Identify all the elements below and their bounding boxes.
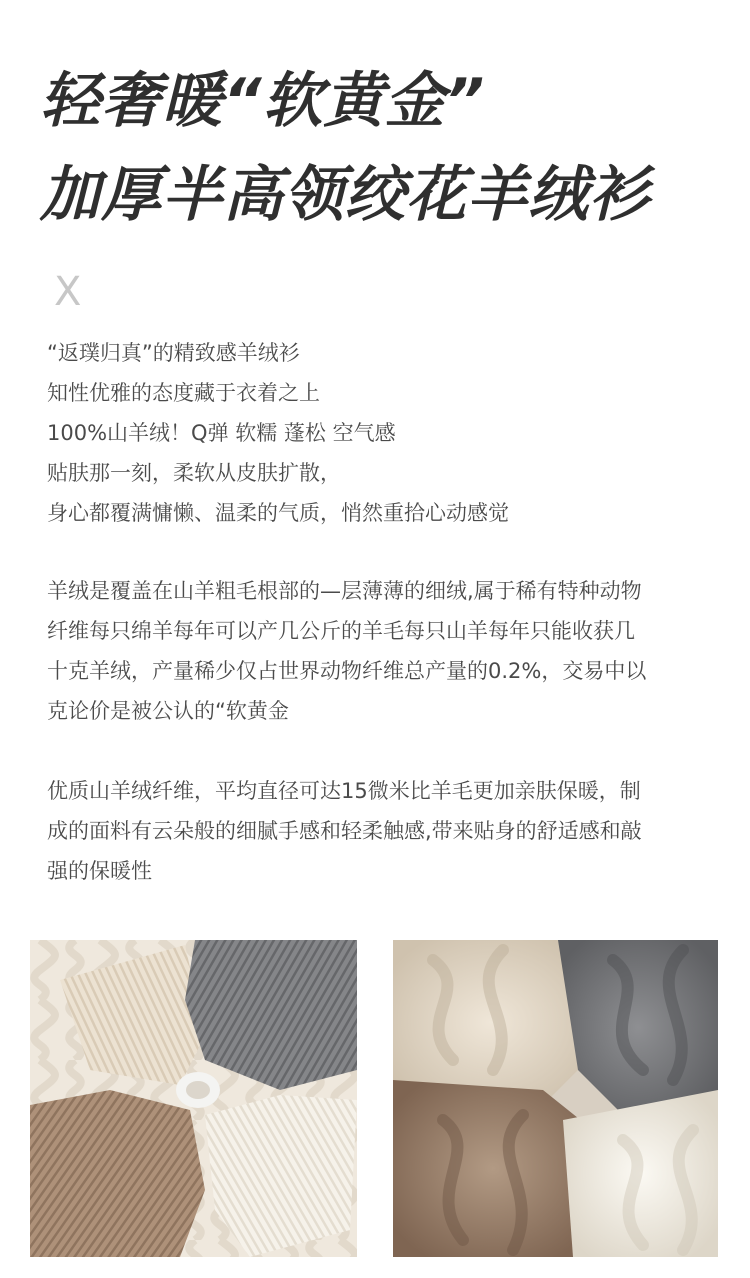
paragraph-line: 成的面料有云朵般的细腻手感和轻柔触感,带来贴身的舒适感和敲 [47, 819, 642, 843]
paragraph-line: 纤维每只绵羊每年可以产几公斤的羊毛每只山羊每年只能收获几 [47, 619, 635, 643]
paragraph-line: 克论价是被公认的“软黄金 [47, 699, 289, 723]
fiber-quality-paragraph [47, 771, 712, 891]
intro-line: 知性优雅的态度藏于衣着之上 [47, 381, 320, 405]
intro-paragraph [47, 333, 712, 533]
headline-line-2: 加厚半高领绞花羊绒衫 [40, 160, 650, 230]
intro-line: 100%山羊绒！Q弹 软糯 蓬松 空气感 [47, 421, 396, 445]
collars-product-photo [30, 940, 357, 1257]
headline-line-1: 轻奢暖“软黄金” [40, 66, 486, 136]
cashmere-description-paragraph [47, 571, 712, 731]
paragraph-line: 优质山羊绒纤维，平均直径可达15微米比羊毛更加亲肤保暖，制 [47, 779, 641, 803]
headline [40, 54, 730, 242]
paragraph-line: 十克羊绒，产量稀少仅占世界动物纤维总产量的0.2%，交易中以 [47, 659, 647, 683]
paragraph-line: 羊绒是覆盖在山羊粗毛根部的—层薄薄的细绒,属于稀有特种动物 [47, 579, 642, 603]
divider-mark: X [54, 269, 82, 315]
intro-line: “返璞归真”的精致感羊绒衫 [47, 341, 300, 365]
paragraph-line: 强的保暖性 [47, 859, 152, 883]
cable-knit-closeup-photo [393, 940, 718, 1257]
intro-line: 身心都覆满慵懒、温柔的气质，悄然重拾心动感觉 [47, 501, 509, 525]
intro-line: 贴肤那一刻，柔软从皮肤扩散， [47, 461, 341, 485]
